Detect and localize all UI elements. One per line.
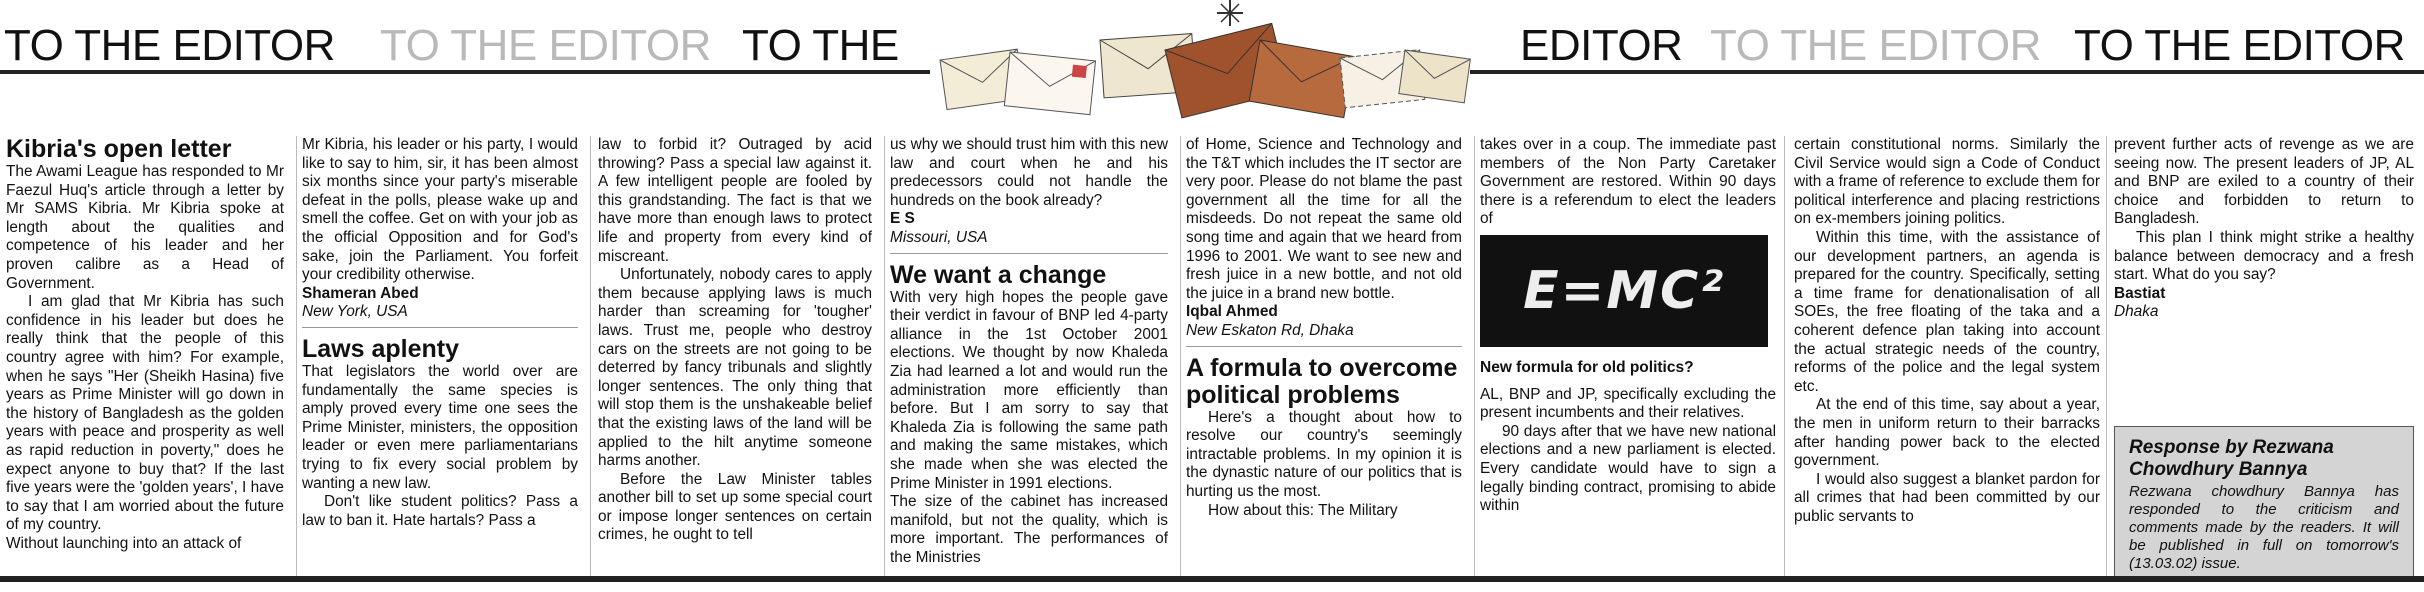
banner-rule-right xyxy=(1470,70,2424,74)
star-icon xyxy=(1217,0,1243,26)
paragraph: I am glad that Mr Kibria has such confidence in his leader but does he really think that the people of this country agree with him? For example, when he says "Her (Sheikh Hasina) five years as Prime Minister will go down in the history of Bangladesh as the golden years with peace and prosperity as well as rapid reduction in poverty," does he expect anyone to buy that? If the last five years were the 'golden years', I have to say that I am worried about the future of my country. xyxy=(6,293,284,534)
paragraph: Unfortunately, nobody cares to apply them because applying laws is much harder than screaming for 'tougher' laws. Trust me, people who destroy cars on the streets are not going to be deterred by fancy tribunals and slightly longer sentences. The only thing that will stop them is the unshakeable belief that the existing laws of the land will be applied to the hilt anytime someone harms another. xyxy=(598,266,872,470)
paragraph: I would also suggest a blanket pardon for all crimes that had been committed by our public servants to xyxy=(1794,470,2100,525)
banner-text-left-1: TO THE EDITOR xyxy=(4,21,335,70)
letter-location: New Eskaton Rd, Dhaka xyxy=(1186,321,1354,339)
column-4 xyxy=(890,136,1168,576)
column-divider xyxy=(296,136,297,576)
paragraph: That legislators the world over are fundamentally the same species is amply proved every time one sees the Prime Minister, ministers, the opposition leader or even mere parliamentarians trying to fix every social problem by wanting a new law. xyxy=(302,362,578,492)
envelope-icon xyxy=(1004,52,1095,115)
paragraph: 90 days after that we have new national elections and a new parliament is elected. Every candidate would have to sign a legally binding contract, promising to abide within xyxy=(1480,422,1776,515)
column-8 xyxy=(2114,136,2414,416)
bottom-rule xyxy=(0,576,2424,582)
section-divider xyxy=(1186,346,1462,347)
paragraph: The Awami League has responded to Mr Faezul Huq's article through a letter by Mr SAMS Kibria. Mr Kibria spoke at length about the qualities and competence of his leader and her proven calibre as a Head of Government. xyxy=(6,163,284,292)
paragraph: With very high hopes the people gave their verdict in favour of BNP led 4-party alliance in the 1st October 2001 elections. We thought by now Khaleda Zia had learned a lot and would run the administration more efficiently than before. But I am sorry to say that Khaleda Zia is following the same path and making the same mistakes, which she made when she was elected the Prime Minister in 1991 elections. xyxy=(890,288,1168,492)
banner-text-right-1: EDITOR xyxy=(1520,21,1683,70)
banner-text-right-2: TO THE EDITOR xyxy=(1710,21,2041,70)
column-3 xyxy=(598,136,872,576)
letter-location: Missouri, USA xyxy=(890,228,988,246)
column-divider xyxy=(884,136,885,576)
column-divider xyxy=(2106,136,2107,576)
section-divider xyxy=(302,327,578,328)
column-2 xyxy=(302,136,578,576)
envelope-icon xyxy=(1249,40,1354,118)
paragraph: The size of the cabinet has increased manifold, but not the quality, which is more important. The performances of the Ministries xyxy=(890,493,1168,566)
response-notice-box xyxy=(2114,426,2414,578)
paragraph: us why we should trust him with this new law and court when he and his predecessors could not handle the hundreds on the book already? xyxy=(890,136,1168,209)
paragraph: certain constitutional norms. Similarly the Civil Service would sign a Code of Conduct with a frame of reference to exclude them for political interference and placing restrictions on ex-members joining politics. xyxy=(1794,136,2100,228)
paragraph: How about this: The Military xyxy=(1208,501,1398,519)
section-divider xyxy=(890,253,1168,254)
headline-kibria-open-letter: Kibria's open letter xyxy=(6,136,232,163)
paragraph: Mr Kibria, his leader or his party, I would like to say to him, sir, it has been almost six months since your party's miserable defeat in the polls, please wake up and smell the coffee. Get on with your job as the official Opposition and for God's sake, join the Parliament. You forfeit your credibility otherwise. xyxy=(302,136,578,284)
paragraph: At the end of this time, say about a year, the men in uniform return to their barracks after handing power back to the elected government. xyxy=(1794,396,2100,470)
paragraph: prevent further acts of revenge as we are seeing now. The present leaders of JP, AL and BNP are exiled to a country of their choice and forbidden to return to Bangladesh. xyxy=(2114,136,2414,228)
paragraph: This plan I think might strike a healthy balance between democracy and a fresh start. What do you say? xyxy=(2114,228,2414,284)
letter-signature: Bastiat xyxy=(2114,284,2166,302)
column-5 xyxy=(1186,136,1462,576)
letter-location: New York, USA xyxy=(302,303,408,321)
emc-squared-image: E=MC² xyxy=(1480,235,1768,347)
envelope-icon xyxy=(1399,50,1470,103)
letter-signature: Iqbal Ahmed xyxy=(1186,303,1278,321)
headline-laws-aplenty: Laws aplenty xyxy=(302,334,459,363)
response-notice-title: Response by Rezwana Chowdhury Bannya xyxy=(2129,437,2334,480)
headline-we-want-a-change: We want a change xyxy=(890,260,1107,289)
column-divider xyxy=(1474,136,1475,576)
response-notice-body: Rezwana chowdhury Bannya has responded to the criticism and comments made by the readers. It will be published in full on tomorrow's (13.03.02) issue. xyxy=(2129,483,2399,572)
paragraph: AL, BNP and JP, specifically excluding the present incumbents and their relatives. xyxy=(1480,385,1776,422)
paragraph: Don't like student politics? Pass a law to ban it. Hate hartals? Pass a xyxy=(302,493,578,529)
column-divider xyxy=(1784,136,1785,576)
paragraph: Here's a thought about how to resolve our country's seemingly intractable problems. In my opinion it is the dynastic nature of our politics that is hurting us the most. xyxy=(1186,408,1462,500)
column-1 xyxy=(6,136,284,576)
paragraph: Within this time, with the assistance of our development partners, an agenda is prepared for the country. Specifically, setting a time frame for denationalisation of all SOEs, the free floating of the taka and a coherent defence plan taking into account the actual strategic needs of the country, reforms of the police and the legal system etc. xyxy=(1794,228,2100,395)
envelopes-illustration xyxy=(900,0,1480,130)
column-divider xyxy=(590,136,591,576)
column-6 xyxy=(1480,136,1776,576)
banner-rule-left xyxy=(0,70,930,74)
paragraph: of Home, Science and Technology and the T&T which includes the IT sector are very poor. Please do not blame the past government all the time for all the misdeeds. Do not repeat the same old song time and again that we heard from 1996 to 2001. We want to see new and fresh juice in a new bottle, and not old the juice in a brand new bottle. xyxy=(1186,136,1462,302)
column-divider xyxy=(1180,136,1181,576)
banner-text-left-3: TO THE xyxy=(742,21,899,70)
banner-text-right-3: TO THE EDITOR xyxy=(2074,21,2405,70)
letter-location: Dhaka xyxy=(2114,303,2159,321)
letter-signature: E S xyxy=(890,210,915,228)
column-7 xyxy=(1794,136,2100,576)
paragraph: law to forbid it? Outraged by acid throwing? Pass a special law against it. A few intelligent people are fooled by this grandstanding. The fact is that we have more than enough laws to protect life and property from every kind of miscreant. xyxy=(598,136,872,265)
paragraph: Before the Law Minister tables another bill to set up some special court or impose longer sentences on certain crimes, he ought to tell xyxy=(598,470,872,544)
headline-formula-political-problems: A formula to overcome political problems xyxy=(1186,353,1458,409)
banner-text-left-2: TO THE EDITOR xyxy=(380,21,711,70)
image-caption: New formula for old politics? xyxy=(1480,358,1694,376)
paragraph: Without launching into an attack of xyxy=(6,534,242,552)
paragraph: takes over in a coup. The immediate past members of the Non Party Caretaker Government are restored. Within 90 days there is a referendum to elect the leaders of xyxy=(1480,136,1776,228)
letter-signature: Shameran Abed xyxy=(302,284,419,302)
